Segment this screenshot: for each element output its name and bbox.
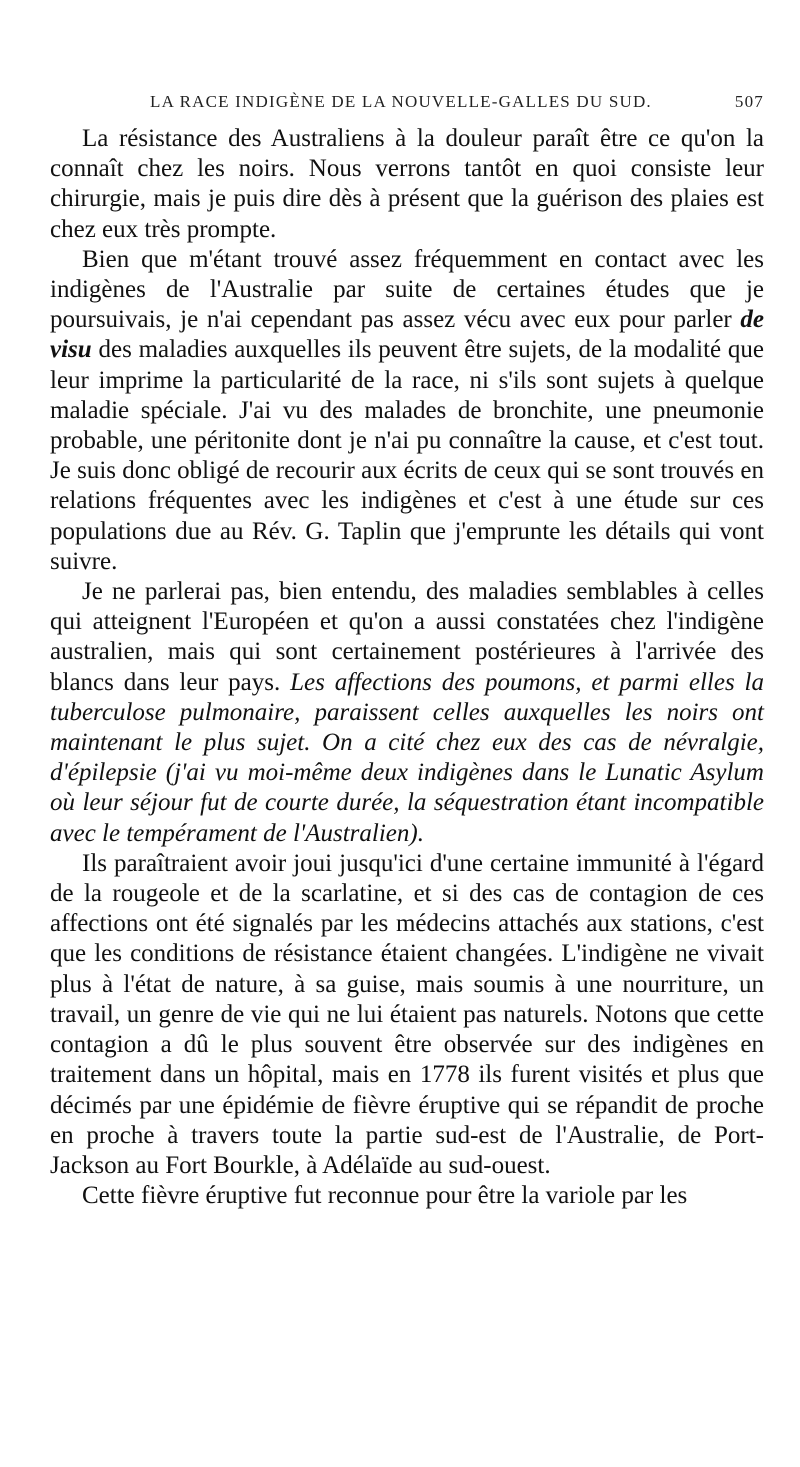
text-run: La résistance des Australiens à la douleur paraît être ce qu'on la connaît chez les noirs. Nous verrons tantôt en quoi consiste leur chirurgie, mais je puis dire dès à présent que la guérison des plaies est chez eux très prompte. [50,125,764,243]
text-run: Cette fièvre éruptive fut reconnue pour être la variole par les [82,1182,688,1210]
text-run: des maladies auxquelles ils peuvent être sujets, de la modalité que leur imprime la particularité de la race, ni s'ils sont sujets à quelque maladie spéciale. J'ai vu des malades de bronchite, une pneumonie probable, une péritonite dont je n'ai pu connaître la cause, et c'est tout. Je suis donc obligé de recourir aux écrits de ceux qui se sont trouvés en relations fréquentes avec les indigènes et c'est à une étude sur ces populations due au Rév. G. Taplin que j'emprunte les détails qui vont suivre. [50,336,764,575]
paragraph [50,849,764,1181]
paragraph [50,124,764,245]
paragraph [50,245,764,577]
running-title: LA RACE INDIGÈNE DE LA NOUVELLE-GALLES DU SUD. [150,92,652,111]
italic-text-run: Les affections des poumons, et parmi elles la tuberculose pulmonaire, paraissent celles auxquelles les noirs ont maintenant le plus sujet. On a cité chez eux des cas de névralgie, d'épilepsie (j'ai vu moi-même deux indigènes dans le Lunatic Asylum où leur séjour fut de courte durée, la séquestration étant incompatible avec le tempérament de l'Australien). [50,668,764,847]
paragraph [50,577,764,849]
page-number: 507 [734,92,764,111]
text-run: Je ne parlerai pas, bien entendu, des maladies semblables à celles qui atteignent l'Européen et qu'on a aussi constatées chez l'indigène australien, mais qui sont certainement postérieures à l'arrivée des blancs dans leur pays. [50,578,764,696]
running-head [150,92,764,116]
paragraph [50,1181,764,1211]
body-text [50,124,764,1211]
latin-phrase: de visu [50,306,764,364]
text-run: Bien que m'étant trouvé assez fréquemment en contact avec les indigènes de l'Australie par suite de certaines études que je poursuivais, je n'ai cependant pas assez vécu avec eux pour parler [50,245,764,334]
text-run: Ils paraîtraient avoir joui jusqu'ici d'une certaine immunité à l'égard de la rougeole et de la scarlatine, et si des cas de contagion de ces affections ont été signalés par les médecins attachés aux stations, c'est que les conditions de résistance étaient changées. L'indigène ne vivait plus à l'état de nature, à sa guise, mais soumis à une nourriture, un travail, un genre de vie qui ne lui étaient pas naturels. Notons que cette contagion a dû le plus souvent être observée sur des indigènes en traitement dans un hôpital, mais en 1778 ils furent visités et plus que décimés par une épidémie de fièvre éruptive qui se répandit de proche en proche à travers toute la partie sud-est de l'Australie, de Port-Jackson au Fort Bourkle, à Adélaïde au sud-ouest. [50,849,764,1179]
